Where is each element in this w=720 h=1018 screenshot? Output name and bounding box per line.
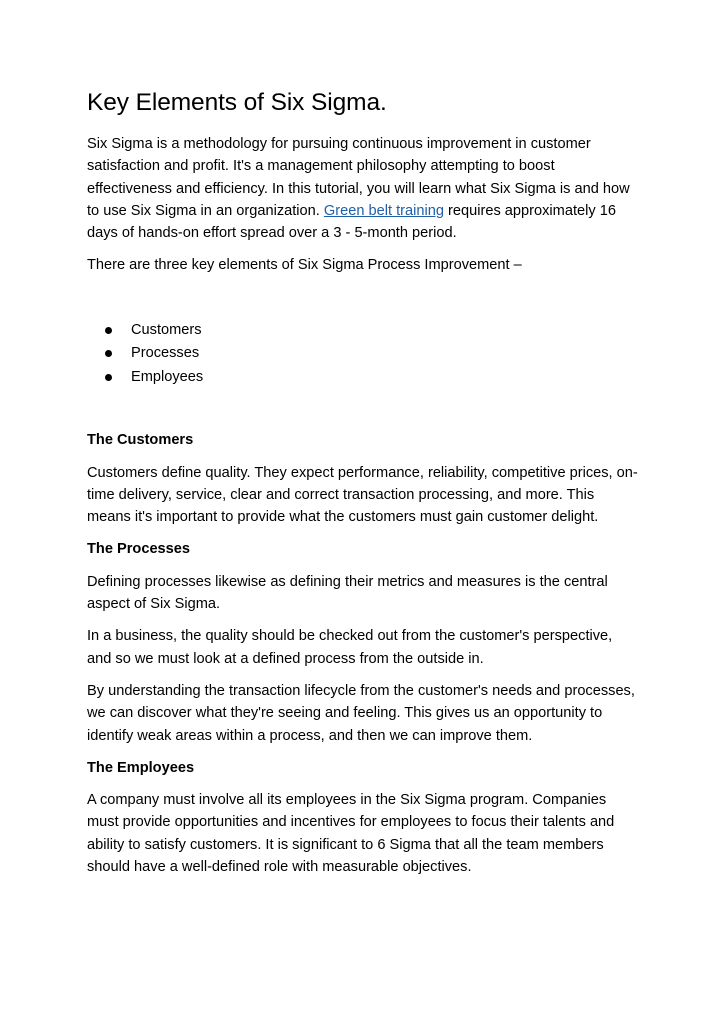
bullet-icon [105, 374, 112, 381]
processes-heading: The Processes [87, 541, 191, 558]
bullet-icon [105, 327, 112, 334]
list-item-label: Processes [131, 345, 200, 362]
intro-paragraph [87, 133, 640, 244]
intro-text-after-link: requires approximately 16 days of hands-on effort spread over a 3 - 5-month period. [87, 202, 616, 242]
customers-heading: The Customers [87, 432, 194, 449]
elements-intro-paragraph: There are three key elements of Six Sigma Process Improvement – [87, 257, 522, 274]
page-title: Key Elements of Six Sigma. [87, 89, 387, 116]
list-item-label: Employees [131, 368, 204, 385]
key-elements-list [87, 319, 640, 390]
employees-heading: The Employees [87, 759, 195, 776]
employees-paragraph: A company must involve all its employees in the Six Sigma program. Companies must provide opportunities and incentives for employees to focus their talents and ability to satisfy customers. It is significant to 6 Sigma that all the team members should have a well-defined role with measurable objectives. [87, 792, 615, 876]
processes-paragraph: In a business, the quality should be checked out from the customer's perspective, and so we must look at a defined process from the outside in. [87, 628, 613, 667]
list-item [87, 342, 640, 366]
processes-paragraph: By understanding the transaction lifecycle from the customer's needs and processes, we can discover what they're seeing and feeling. This gives us an opportunity to identify weak areas within a process, and then we can improve them. [87, 682, 635, 744]
green-belt-training-link[interactable]: Green belt training [323, 202, 444, 219]
processes-paragraph: Defining processes likewise as defining their metrics and measures is the central aspect of Six Sigma. [87, 573, 608, 613]
intro-text-before-link: Six Sigma is a methodology for pursuing continuous improvement in customer satisfaction and profit. It's a management philosophy attempting to boost effectiveness and efficiency. In this tutorial, you will learn what Six Sigma is and how to use Six Sigma in an organization. [87, 136, 630, 219]
customers-paragraph: Customers define quality. They expect performance, reliability, competitive prices, on-time delivery, service, clear and correct transaction processing, and more. This means it's important to provide what the customers must gain customer delight. [87, 464, 638, 526]
list-item [87, 366, 640, 390]
list-item-label: Customers [131, 321, 202, 338]
bullet-icon [105, 350, 112, 357]
list-item [87, 319, 640, 343]
